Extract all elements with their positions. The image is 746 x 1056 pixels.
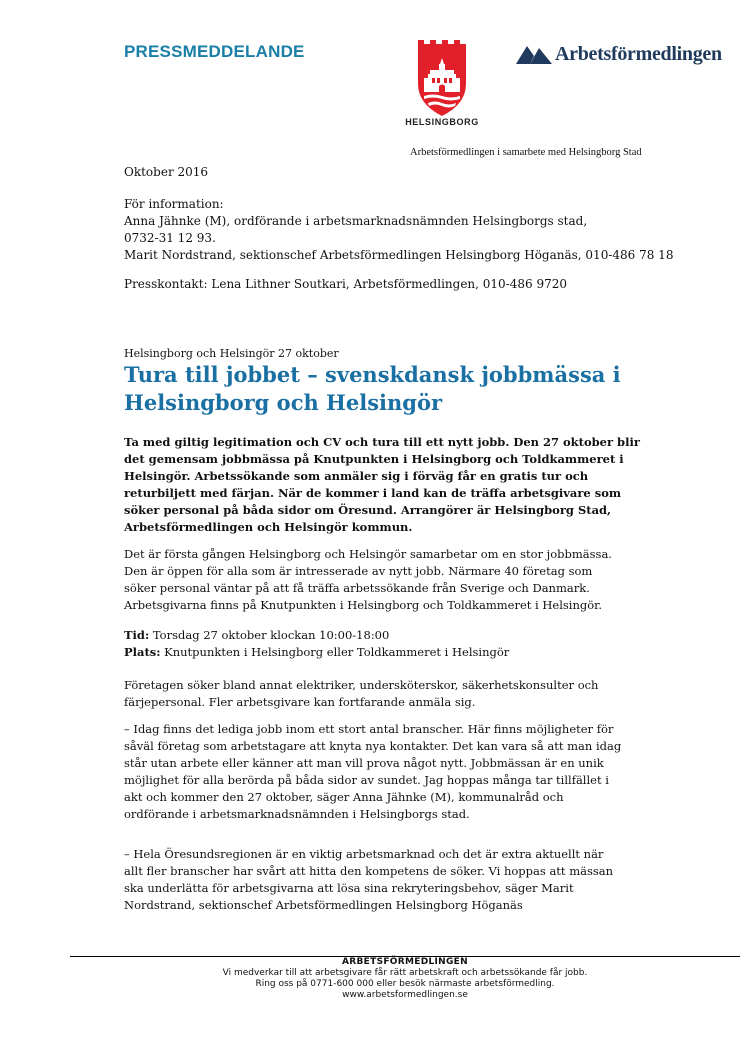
paragraph-line: söker personal väntar på att få träffa arbetssökande från Sverige och Danmark. [124, 581, 590, 595]
paragraph-line: Företagen söker bland annat elektriker, undersköterskor, säkerhetskonsulter och [124, 678, 599, 692]
event-time [124, 627, 644, 644]
helsingborg-crest-logo [414, 38, 470, 118]
ingress-line: Ta med giltig legitimation och CV och tura till ett nytt jobb. Den 27 oktober blir [124, 435, 640, 449]
footer-line: Vi medverkar till att arbetsgivare får rätt arbetskraft och arbetssökande får jobb. [222, 968, 588, 978]
footer-url: www.arbetsformedlingen.se [342, 990, 468, 1000]
footer-title: ARBETSFÖRMEDLINGEN [342, 957, 468, 967]
paragraph-line: står utan arbete eller känner att man vill prova något nytt. Jobbmässan är en unik [124, 756, 604, 770]
paragraph-line: Den är öppen för alla som är intresserade av nytt jobb. Närmare 40 företag som [124, 564, 593, 578]
body-paragraph-employers [124, 677, 644, 711]
ingress-line: Arbetsförmedlingen och Helsingör kommun. [124, 520, 413, 534]
headline-line: Helsingborg och Helsingör [124, 390, 443, 415]
ingress-line: returbiljett med färjan. När de kommer i land kan de träffa arbetsgivare som [124, 486, 622, 500]
crest-city-name: HELSINGBORG [405, 117, 479, 127]
headline [124, 361, 624, 417]
paragraph-line: akt och kommer den 27 oktober, säger Anna Jähnke (M), kommunalråd och [124, 790, 564, 804]
ingress-line: det gemensam jobbmässa på Knutpunkten i Helsingborg och Toldkammeret i [124, 452, 624, 466]
document-type-label: PRESSMEDDELANDE [124, 42, 305, 61]
body-paragraph-quote-jahnke [124, 721, 644, 823]
dateline: Helsingborg och Helsingör 27 oktober [124, 347, 339, 360]
time-value: Torsdag 27 oktober klockan 10:00-18:00 [149, 628, 390, 642]
ingress-paragraph [124, 434, 644, 536]
ingress-line: söker personal på båda sidor om Öresund. Arrangörer är Helsingborg Stad, [124, 503, 612, 517]
body-paragraph-quote-nordstrand [124, 846, 644, 914]
paragraph-line: Det är första gången Helsingborg och Helsingör samarbetar om en stor jobbmässa. [124, 547, 612, 561]
info-line: Anna Jähnke (M), ordförande i arbetsmarknadsnämnden Helsingborgs stad, [124, 214, 588, 228]
arbetsformedlingen-logo [516, 40, 722, 68]
release-date: Oktober 2016 [124, 165, 209, 179]
event-place [124, 644, 644, 661]
paragraph-line: ordförande i arbetsmarknadsnämnden i Helsingborgs stad. [124, 807, 470, 821]
paragraph-line: – Hela Öresundsregionen är en viktig arbetsmarknad och det är extra aktuellt när [124, 847, 604, 861]
footer [70, 957, 740, 1001]
body-paragraph-intro [124, 546, 644, 614]
ingress-line: Helsingör. Arbetssökande som anmäler sig i förväg får en gratis tur och [124, 469, 589, 483]
paragraph-line: såväl företag som arbetstagare att knyta nya kontakter. Det kan vara så att man idag [124, 739, 622, 753]
af-logo-wordmark: Arbetsförmedlingen [555, 42, 722, 65]
place-value: Knutpunkten i Helsingborg eller Toldkammeret i Helsingör [160, 645, 510, 659]
collaboration-note: Arbetsförmedlingen i samarbete med Helsingborg Stad [410, 147, 642, 158]
paragraph-line: allt fler branscher har svårt att hitta den kompetens de söker. Vi hoppas att mässan [124, 864, 614, 878]
info-line: För information: [124, 197, 224, 211]
paragraph-line: Nordstrand, sektionschef Arbetsförmedlingen Helsingborg Höganäs [124, 898, 523, 912]
info-line: 0732-31 12 93. [124, 231, 216, 245]
paragraph-line: ska underlätta för arbetsgivarna att lösa sina rekryteringsbehov, säger Marit [124, 881, 574, 895]
paragraph-line: Arbetsgivarna finns på Knutpunkten i Helsingborg och Toldkammeret i Helsingör. [124, 598, 603, 612]
time-label: Tid: [124, 628, 150, 642]
press-contact: Presskontakt: Lena Lithner Soutkari, Arbetsförmedlingen, 010-486 9720 [124, 277, 568, 291]
af-triangle-icon [516, 42, 552, 66]
contact-info-block [124, 196, 684, 264]
paragraph-line: färjepersonal. Fler arbetsgivare kan fortfarande anmäla sig. [124, 695, 476, 709]
footer-line: Ring oss på 0771-600 000 eller besök närmaste arbetsförmedling. [255, 979, 555, 989]
place-label: Plats: [124, 645, 161, 659]
castle-crest-icon [414, 38, 470, 118]
paragraph-line: – Idag finns det lediga jobb inom ett stort antal branscher. Här finns möjligheter för [124, 722, 614, 736]
headline-line: Tura till jobbet – svenskdansk jobbmässa i [124, 362, 621, 387]
info-line: Marit Nordstrand, sektionschef Arbetsförmedlingen Helsingborg Höganäs, 010-486 78 18 [124, 248, 674, 262]
paragraph-line: möjlighet för alla berörda på båda sidor av sundet. Jag hoppas många tar tillfället i [124, 773, 609, 787]
event-details [124, 627, 644, 661]
